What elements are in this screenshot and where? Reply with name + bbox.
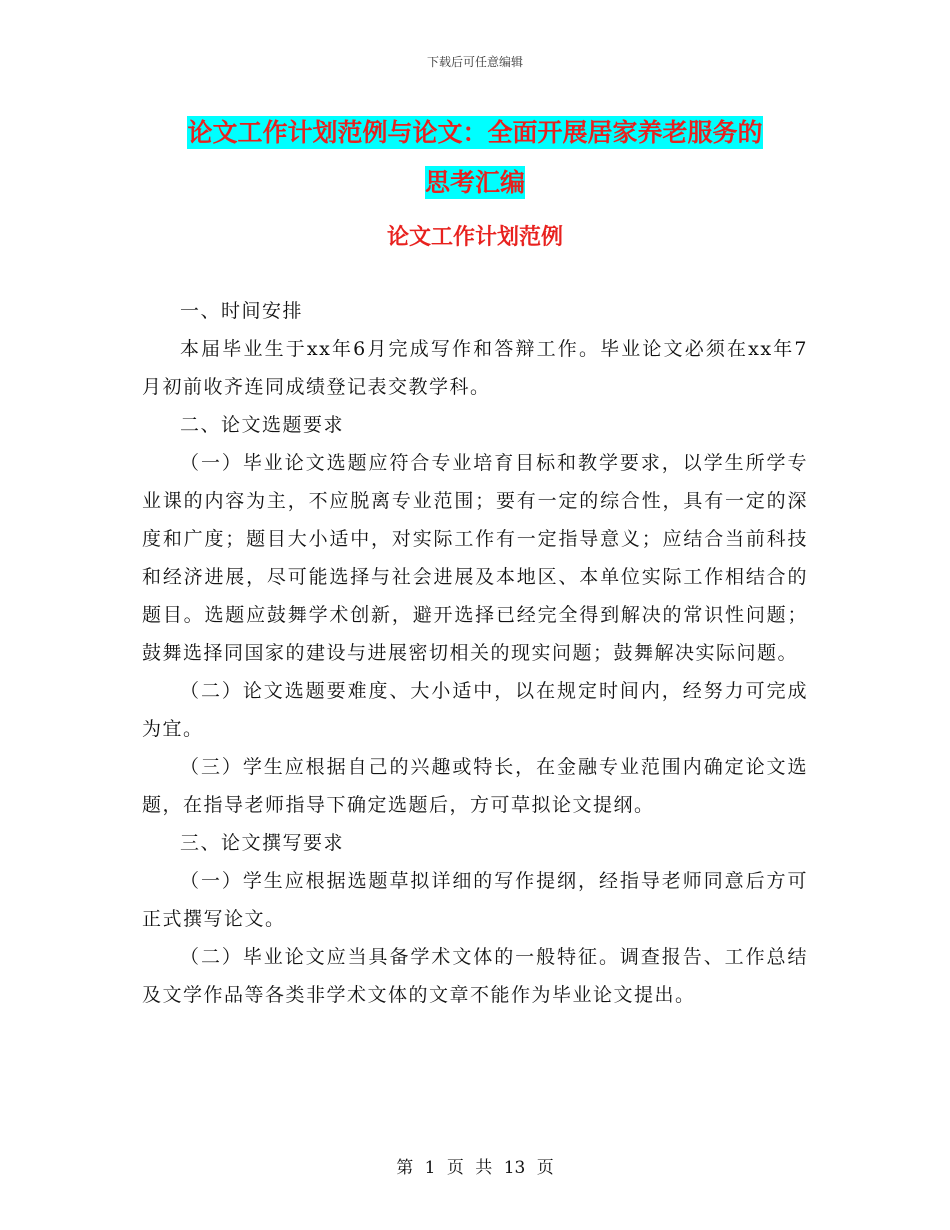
- document-title-line-1: 论文工作计划范例与论文：全面开展居家养老服务的: [187, 118, 763, 147]
- section-title: 论文工作计划范例: [386, 225, 563, 250]
- paragraph: （一）毕业论文选题应符合专业培育目标和教学要求，以学生所学专业课的内容为主，不应脱离专业范围；要有一定的综合性，具有一定的深度和广度；题目大小适中，对实际工作有一定指导意义；应结合当前科技和经济进展，尽可能选择与社会进展及本地区、本单位实际工作相结合的题目。选题应鼓舞学术创新，避开选择已经完全得到解决的常识性问题；鼓舞选择同国家的建设与进展密切相关的现实问题；鼓舞解决实际问题。: [142, 452, 808, 664]
- heading-topic-requirements: 二、论文选题要求: [180, 414, 345, 436]
- document-title-line-2: 思考汇编: [424, 168, 525, 197]
- paragraph: （一）学生应根据选题草拟详细的写作提纲，经指导老师同意后方可正式撰写论文。: [142, 870, 808, 930]
- page-header-note: 下载后可任意编辑: [426, 55, 523, 69]
- paragraph: （二）论文选题要难度、大小适中，以在规定时间内，经努力可完成为宜。: [142, 680, 808, 740]
- paragraph: 本届毕业生于xx年6月完成写作和答辩工作。毕业论文必须在xx年7月初前收齐连同成绩登记表交教学科。: [142, 338, 808, 398]
- heading-writing-requirements: 三、论文撰写要求: [180, 832, 345, 854]
- document-title: [140, 108, 810, 208]
- document-body: [142, 292, 808, 1014]
- paragraph: （三）学生应根据自己的兴趣或特长，在金融专业范围内确定论文选题，在指导老师指导下确定选题后，方可草拟论文提纲。: [142, 756, 808, 816]
- paragraph: （二）毕业论文应当具备学术文体的一般特征。调查报告、工作总结及文学作品等各类非学术文体的文章不能作为毕业论文提出。: [142, 946, 808, 1006]
- page-indicator: 第 1 页 共 13 页: [396, 1158, 554, 1178]
- heading-time-schedule: 一、时间安排: [180, 300, 304, 322]
